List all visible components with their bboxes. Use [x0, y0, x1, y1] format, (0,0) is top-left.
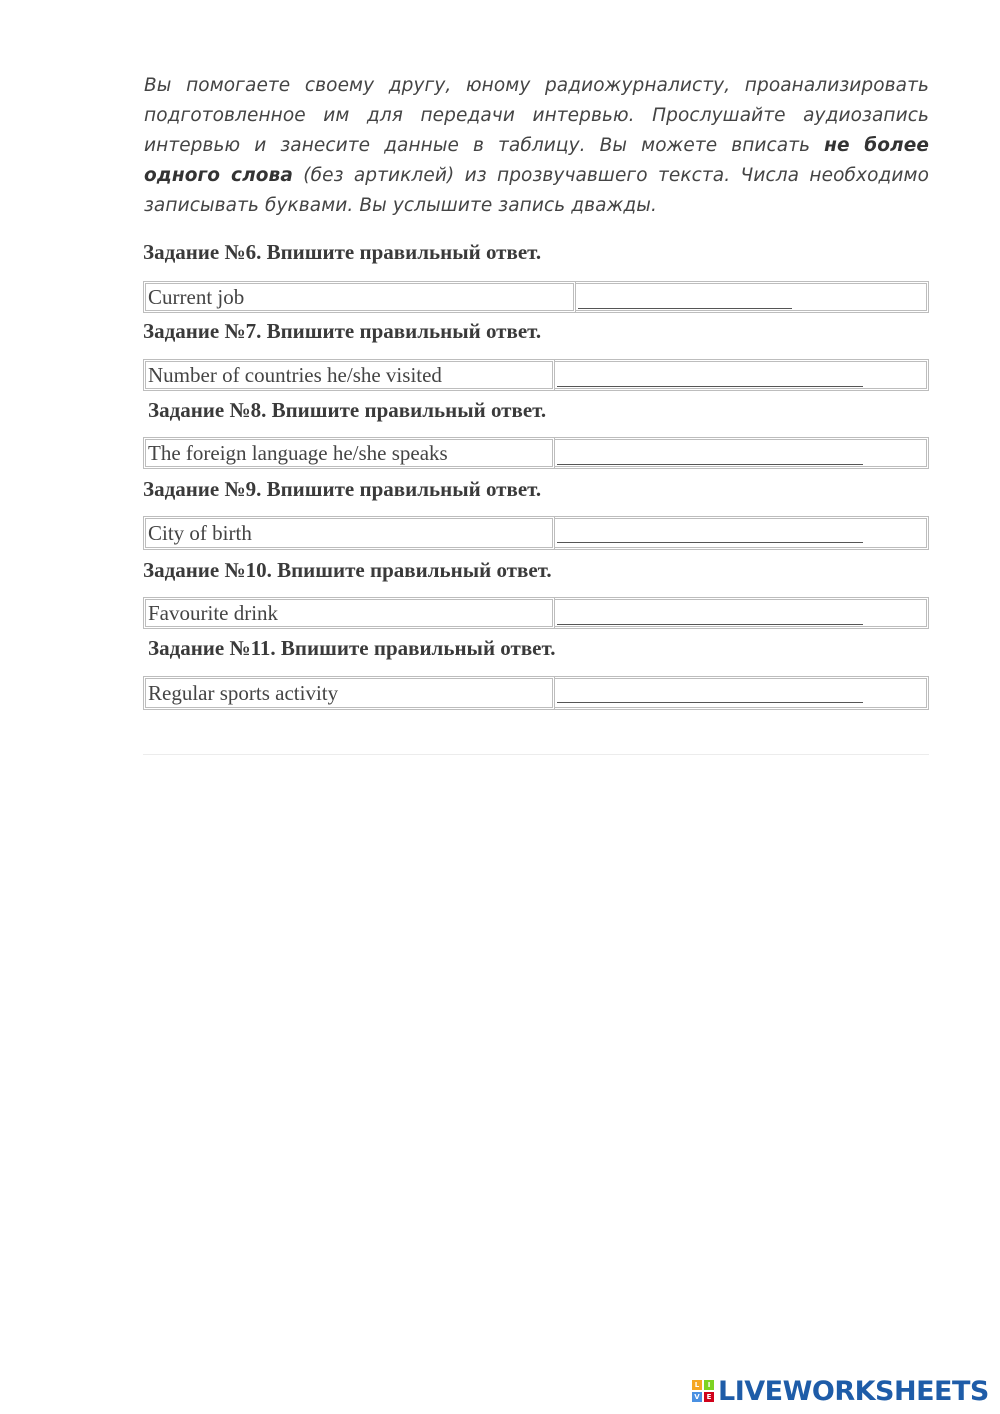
logo-square-l: L — [692, 1380, 702, 1390]
task-9-row — [143, 516, 929, 550]
logo-square-i: I — [704, 1380, 714, 1390]
task-9-answer-cell — [555, 516, 929, 550]
task-6-label: Current job — [143, 281, 576, 313]
page-divider — [143, 754, 929, 755]
task-11-label: Regular sports activity — [143, 676, 555, 710]
task-9-title: Задание №9. Впишите правильный ответ. — [143, 477, 542, 501]
task-11-answer-cell — [555, 676, 929, 710]
task-8-label: The foreign language he/she speaks — [143, 437, 555, 469]
task-6-title: Задание №6. Впишите правильный ответ. — [143, 240, 542, 264]
logo-square-v: V — [692, 1392, 702, 1402]
task-6-answer-line — [578, 308, 792, 309]
task-6-answer-cell — [576, 281, 929, 313]
task-9-answer-line — [557, 542, 863, 543]
task-8-row — [143, 437, 929, 469]
task-10-row — [143, 597, 929, 629]
task-8-answer-line — [557, 464, 863, 465]
task-10-title: Задание №10. Впишите правильный ответ. — [143, 558, 552, 582]
task-7-title: Задание №7. Впишите правильный ответ. — [143, 319, 542, 343]
task-7-answer-line — [557, 386, 863, 387]
task-7-label: Number of countries he/she visited — [143, 359, 555, 391]
task-11-answer-line — [557, 702, 863, 703]
task-8-answer-input[interactable] — [557, 440, 867, 464]
task-7-row — [143, 359, 929, 391]
instructions-bold-text: не более одного слова — [144, 135, 930, 186]
liveworksheets-brand — [692, 1376, 989, 1406]
task-10-answer-line — [557, 624, 863, 625]
instructions-text-start: Вы помогаете своему другу, юному радиожурналисту, проанализировать подготовленное им для передачи интервью. Прослушайте аудиозапись интервью и занесите данные в таблицу. Вы можете вписать — [144, 75, 929, 156]
task-6-row — [143, 281, 929, 313]
task-8-title: Задание №8. Впишите правильный ответ. — [148, 398, 547, 422]
task-10-answer-cell — [555, 597, 929, 629]
task-7-answer-input[interactable] — [557, 362, 867, 386]
logo-square-e: E — [704, 1392, 714, 1402]
task-8-answer-cell — [555, 437, 929, 469]
task-11-row — [143, 676, 929, 710]
instructions-text-end: (без артиклей) из прозвучавшего текста. Числа необходимо записывать буквами. Вы услышите запись дважды. — [144, 165, 929, 216]
task-10-answer-input[interactable] — [557, 600, 867, 624]
task-9-label: City of birth — [143, 516, 555, 550]
instructions-paragraph — [144, 71, 929, 221]
task-6-answer-input[interactable] — [578, 284, 796, 308]
task-10-label: Favourite drink — [143, 597, 555, 629]
liveworksheets-logo-icon — [692, 1380, 714, 1402]
liveworksheets-wordmark: LIVEWORKSHEETS — [718, 1375, 989, 1407]
task-11-title: Задание №11. Впишите правильный ответ. — [148, 636, 556, 660]
task-7-answer-cell — [555, 359, 929, 391]
